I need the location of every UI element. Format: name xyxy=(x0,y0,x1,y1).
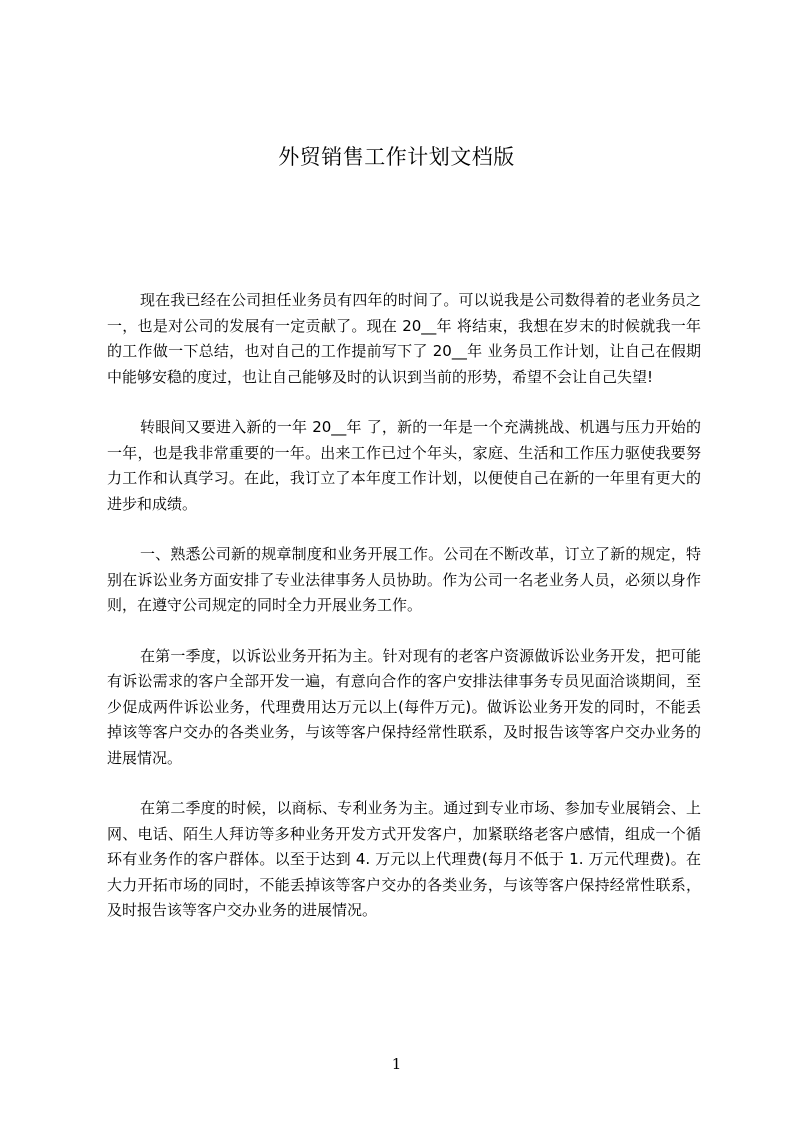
paragraph-new-year: 转眼间又要进入新的一年 20__年 了，新的一年是一个充满挑战、机遇与压力开始的一年，也是我非常重要的一年。出来工作已过个年头，家庭、生活和工作压力驱使我要努力工作和认真学习。在此，我订立了本年度工作计划，以便使自己在新的一年里有更大的进步和成绩。 xyxy=(107,418,701,513)
paragraph-section-one: 一、熟悉公司新的规章制度和业务开展工作。公司在不断改革，订立了新的规定，特别在诉讼业务方面安排了专业法律事务人员协助。作为公司一名老业务人员，必须以身作则，在遵守公司规定的同时全力开展业务工作。 xyxy=(107,545,701,614)
paragraph-second-quarter: 在第二季度的时候，以商标、专利业务为主。通过到专业市场、参加专业展销会、上网、电话、陌生人拜访等多种业务开发方式开发客户，加紧联络老客户感情，组成一个循环有业务作的客户群体。以至于达到 4. 万元以上代理费(每月不低于 1. 万元代理费)。在大力开拓市场的同时，不能丢掉该等客户交办的各类业务，与该等客户保持经常性联系，及时报告该等客户交办业务的进展情况。 xyxy=(107,799,701,919)
page-number: 1 xyxy=(391,1055,402,1073)
paragraph-intro: 现在我已经在公司担任业务员有四年的时间了。可以说我是公司数得着的老业务员之一，也是对公司的发展有一定贡献了。现在 20__年 将结束，我想在岁末的时候就我一年的工作做一下总结，也对自己的工作提前写下了 20__年 业务员工作计划，让自己在假期中能够安稳的度过，也让自己能够及时的认识到当前的形势，希望不会让自己失望! xyxy=(107,291,701,386)
document-body xyxy=(107,288,701,949)
paragraph-first-quarter: 在第一季度，以诉讼业务开拓为主。针对现有的老客户资源做诉讼业务开发，把可能有诉讼需求的客户全部开发一遍，有意向合作的客户安排法律事务专员见面洽谈期间，至少促成两件诉讼业务，代理费用达万元以上(每件万元)。做诉讼业务开发的同时，不能丢掉该等客户交办的各类业务，与该等客户保持经常性联系，及时报告该等客户交办业务的进展情况。 xyxy=(107,646,701,767)
page-title: 外贸销售工作计划文档版 xyxy=(278,145,515,169)
